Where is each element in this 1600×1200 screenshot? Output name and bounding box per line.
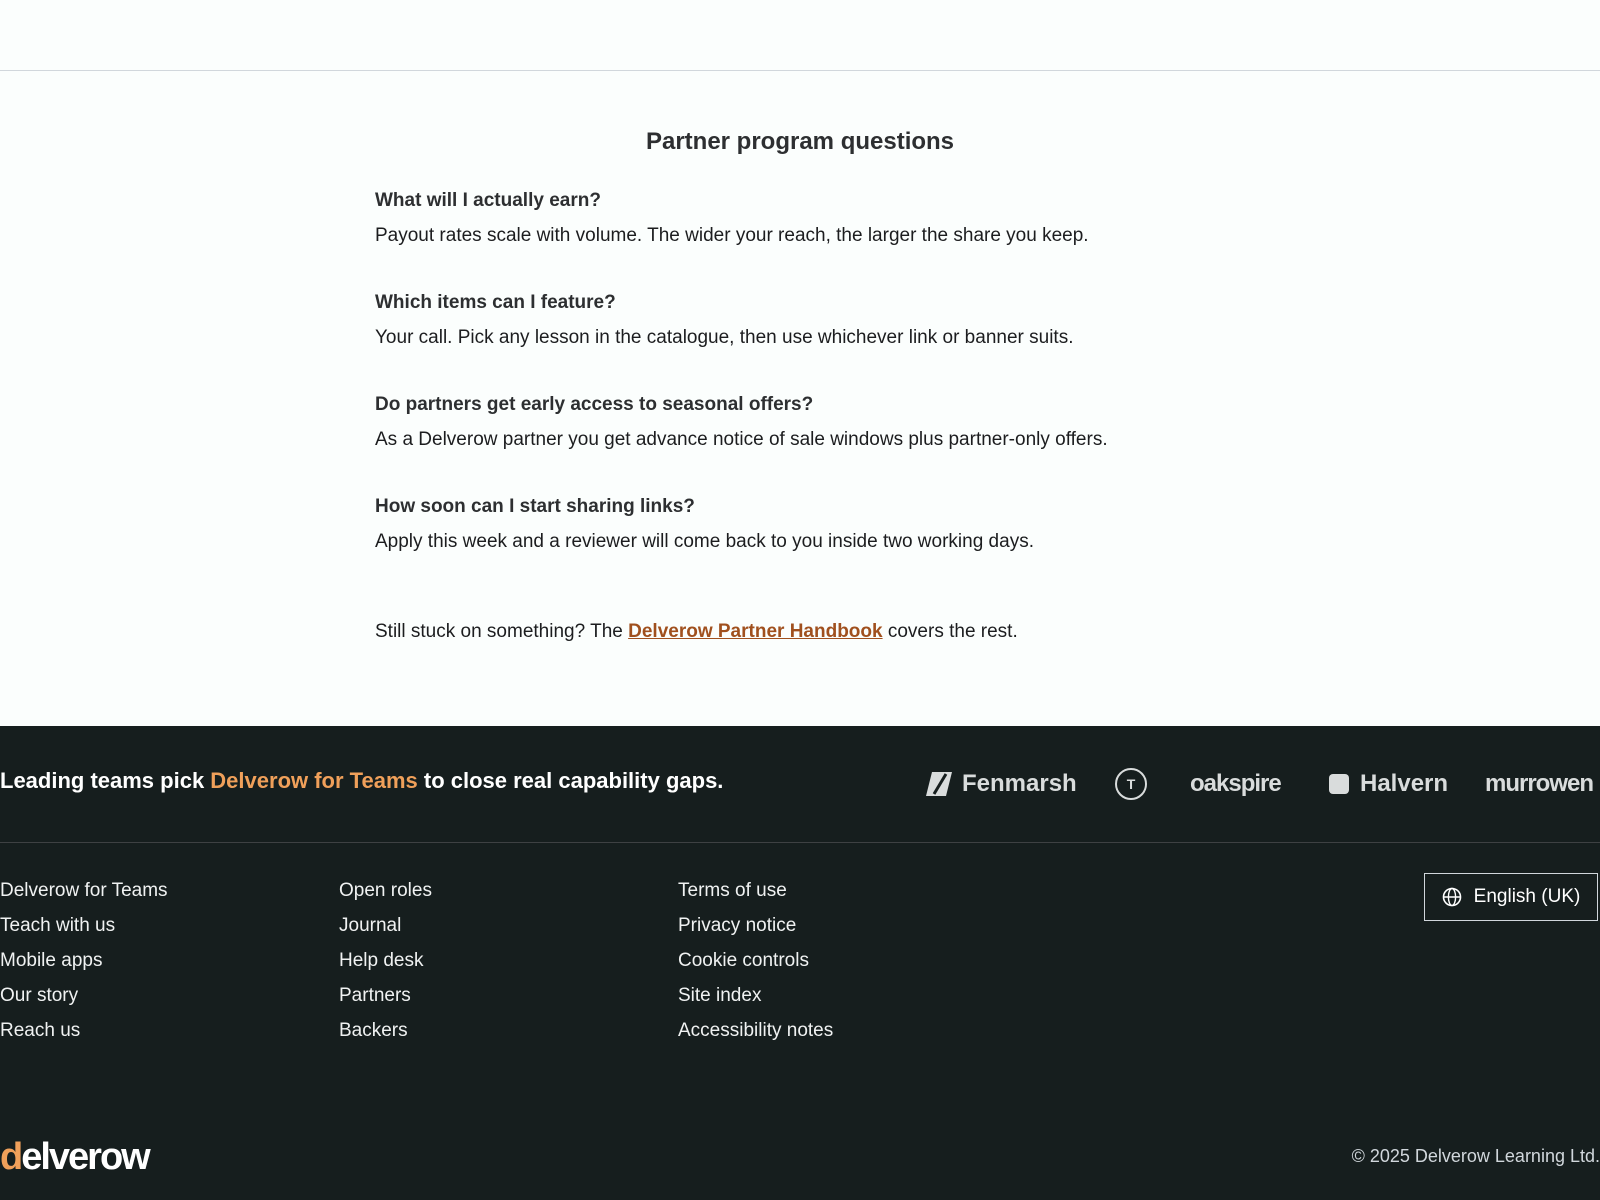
footer-link[interactable]: Terms of use [678, 880, 787, 901]
footer-link[interactable]: Help desk [339, 950, 424, 971]
faq-question: What will I actually earn? [375, 190, 601, 211]
teams-banner [0, 726, 1600, 843]
faq-answer: Your call. Pick any lesson in the catalogue, then use whichever link or banner suits. [375, 327, 1074, 348]
footer-column-legal [678, 873, 833, 1048]
logo-halvern: Halvern [1328, 766, 1448, 802]
site-footer [0, 726, 1600, 1200]
faq-title: Partner program questions [645, 128, 955, 155]
faq-help-suffix: covers the rest. [882, 621, 1018, 642]
faq-section [0, 71, 1600, 726]
footer-link[interactable]: Site index [678, 985, 762, 1006]
footer-link[interactable]: Our story [0, 985, 79, 1006]
svg-text:T: T [1126, 776, 1136, 792]
fenmarsh-mark-icon [926, 772, 952, 796]
faq-question: Which items can I feature? [375, 292, 616, 313]
delverow-teams-link[interactable]: Delverow for Teams [210, 768, 418, 793]
delverow-logo[interactable]: delverow [0, 1136, 149, 1178]
logo-t [1114, 766, 1148, 802]
copyright-text: © 2025 Delverow Learning Ltd. [1351, 1146, 1600, 1166]
faq-question: How soon can I start sharing links? [375, 496, 695, 517]
footer-link[interactable]: Accessibility notes [678, 1020, 834, 1041]
footer-link[interactable]: Mobile apps [0, 950, 103, 971]
footer-link[interactable]: Delverow for Teams [0, 880, 168, 901]
banner-suffix: to close real capability gaps. [417, 768, 724, 793]
teams-banner-text [0, 768, 723, 794]
faq-item [375, 495, 1235, 554]
footer-link[interactable]: Partners [339, 985, 411, 1006]
footer-link[interactable]: Teach with us [0, 915, 116, 936]
footer-link[interactable]: Open roles [339, 880, 432, 901]
partner-handbook-link[interactable]: Delverow Partner Handbook [628, 621, 883, 642]
logo-oakspire: oakspire [1190, 770, 1281, 797]
footer-column-company [0, 873, 168, 1048]
faq-answer: Payout rates scale with volume. The wider your reach, the larger the share you keep. [375, 225, 1089, 246]
top-header-bar [0, 0, 1600, 71]
faq-item [375, 393, 1235, 452]
footer-link[interactable]: Reach us [0, 1020, 81, 1041]
footer-link[interactable]: Privacy notice [678, 915, 797, 936]
banner-prefix: Leading teams pick [0, 768, 211, 793]
language-selector-button[interactable] [1424, 873, 1598, 921]
language-label: English (UK) [1473, 886, 1581, 907]
faq-help-text [375, 620, 1018, 644]
faq-answer: As a Delverow partner you get advance notice of sale windows plus partner-only offers. [375, 429, 1108, 450]
faq-question: Do partners get early access to seasonal offers? [375, 394, 814, 415]
footer-link[interactable]: Backers [339, 1020, 408, 1041]
faq-help-prefix: Still stuck on something? The [375, 621, 629, 642]
footer-link[interactable]: Journal [339, 915, 402, 936]
footer-link[interactable]: Cookie controls [678, 950, 809, 971]
globe-icon [1442, 887, 1462, 907]
faq-answer: Apply this week and a reviewer will come back to you inside two working days. [375, 531, 1034, 552]
faq-item [375, 189, 1235, 248]
logo-murrowen: murrowen [1485, 770, 1594, 797]
halvern-square-icon [1328, 773, 1350, 795]
footer-links [0, 843, 1600, 1093]
t-circle-logo-icon [1114, 767, 1148, 801]
logo-fenmarsh: Fenmarsh [926, 766, 1077, 802]
faq-item [375, 291, 1235, 350]
footer-column-community [339, 873, 432, 1048]
